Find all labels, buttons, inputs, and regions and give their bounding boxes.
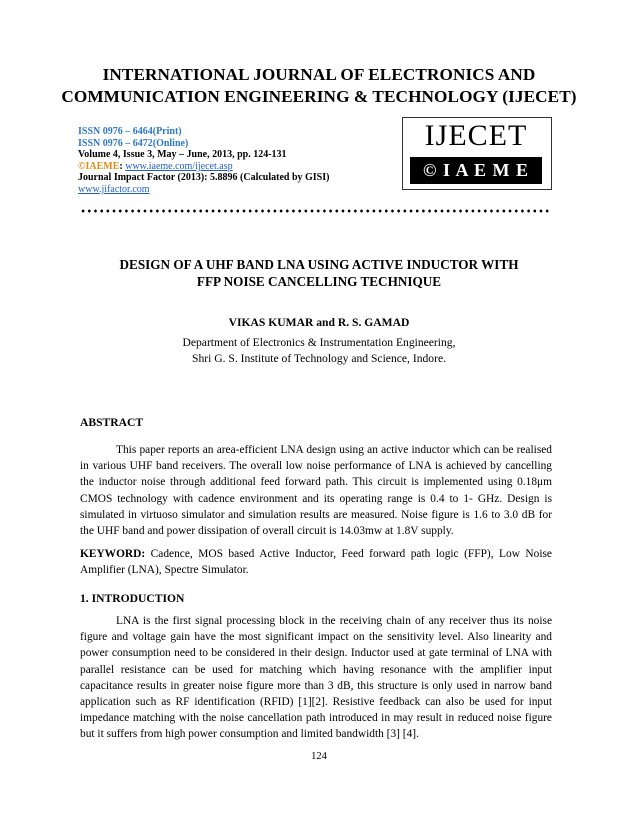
- volume-info: Volume 4, Issue 3, May – June, 2013, pp. 124-131: [78, 149, 287, 161]
- keywords-text: Cadence, MOS based Active Inductor, Feed forward path logic (FFP), Low Noise Amplifier (LNA), Spectre Simulator.: [80, 548, 552, 577]
- copyright-symbol: ©: [78, 160, 86, 172]
- journal-info-block: [78, 126, 329, 196]
- paper-title: [60, 256, 578, 290]
- introduction-body: LNA is the first signal processing block in the receiving chain of any receiver thus its noise figure and voltage gain have the most significant impact on the sensitivity level. Also linearity and power consumption need to be considered in their design. Inductor used at gate terminal of LNA with parallel resistance can be used for matching which having resonance with the amplifier input capacitance results in greater noise figure more than 3 dB, this structure is only used in narrow band application such as RF identification (RFID) [1][2]. Resistive feedback can also be used for input impedance matching with the noise cancellation path introduced in may result in reduced noise figure but it suffers from high power consumption and limited bandwidth [3] [4].: [80, 615, 552, 741]
- paper-title-line1: DESIGN OF A UHF BAND LNA USING ACTIVE INDUCTOR WITH: [119, 257, 519, 272]
- dotted-divider: [80, 209, 550, 213]
- logo-iaeme-bar: © I A E M E: [410, 157, 542, 184]
- abstract-heading: ABSTRACT: [80, 416, 144, 429]
- journal-title-line1: INTERNATIONAL JOURNAL OF ELECTRONICS AND: [102, 65, 536, 84]
- impact-factor: Journal Impact Factor (2013): 5.8896 (Calculated by GISI): [78, 172, 330, 184]
- journal-title-line2: COMMUNICATION ENGINEERING & TECHNOLOGY (IJECET): [61, 87, 577, 106]
- copyright-line: [78, 161, 329, 173]
- jifactor-link[interactable]: www.jifactor.com: [78, 183, 150, 195]
- page-number: 124: [311, 751, 327, 762]
- abstract-body: This paper reports an area-efficient LNA design using an active inductor which can be realised in various UHF band receivers. The overall low noise performance of LNA is achieved by cancelling the inductor noise through additional feed forward path. This circuit is implemented using 0.18μm CMOS technology with cadence environment and its operating range is 0.4 to 1- GHz. Design is simulated in virtuoso simulator and simulation results are measured. Noise figure is 1.6 to 3.0 dB for the UHF band and power dissipation of overall circuit is 14.03mw at 1.8V supply.: [80, 444, 552, 538]
- introduction-heading: 1. INTRODUCTION: [80, 592, 185, 605]
- affiliation-line2: Shri G. S. Institute of Technology and Science, Indore.: [192, 352, 446, 365]
- keywords: [80, 546, 552, 578]
- affiliation: [0, 335, 638, 367]
- logo-text: IJECET: [424, 119, 528, 152]
- abstract-text: [80, 442, 552, 539]
- issn-print: ISSN 0976 – 6464(Print): [78, 126, 182, 137]
- keywords-label: KEYWORD:: [80, 548, 146, 560]
- journal-url-link[interactable]: www.iaeme.com/ijecet.asp: [125, 160, 233, 172]
- journal-title: [0, 64, 638, 108]
- issn-online: ISSN 0976 – 6472(Online): [78, 137, 189, 149]
- authors: VIKAS KUMAR and R. S. GAMAD: [228, 316, 410, 329]
- paper-title-line2: FFP NOISE CANCELLING TECHNIQUE: [196, 274, 442, 289]
- copyright-sep: :: [119, 160, 126, 172]
- copyright-org: IAEME: [85, 160, 120, 172]
- introduction-text: [80, 613, 552, 743]
- affiliation-line1: Department of Electronics & Instrumentation Engineering,: [182, 336, 456, 349]
